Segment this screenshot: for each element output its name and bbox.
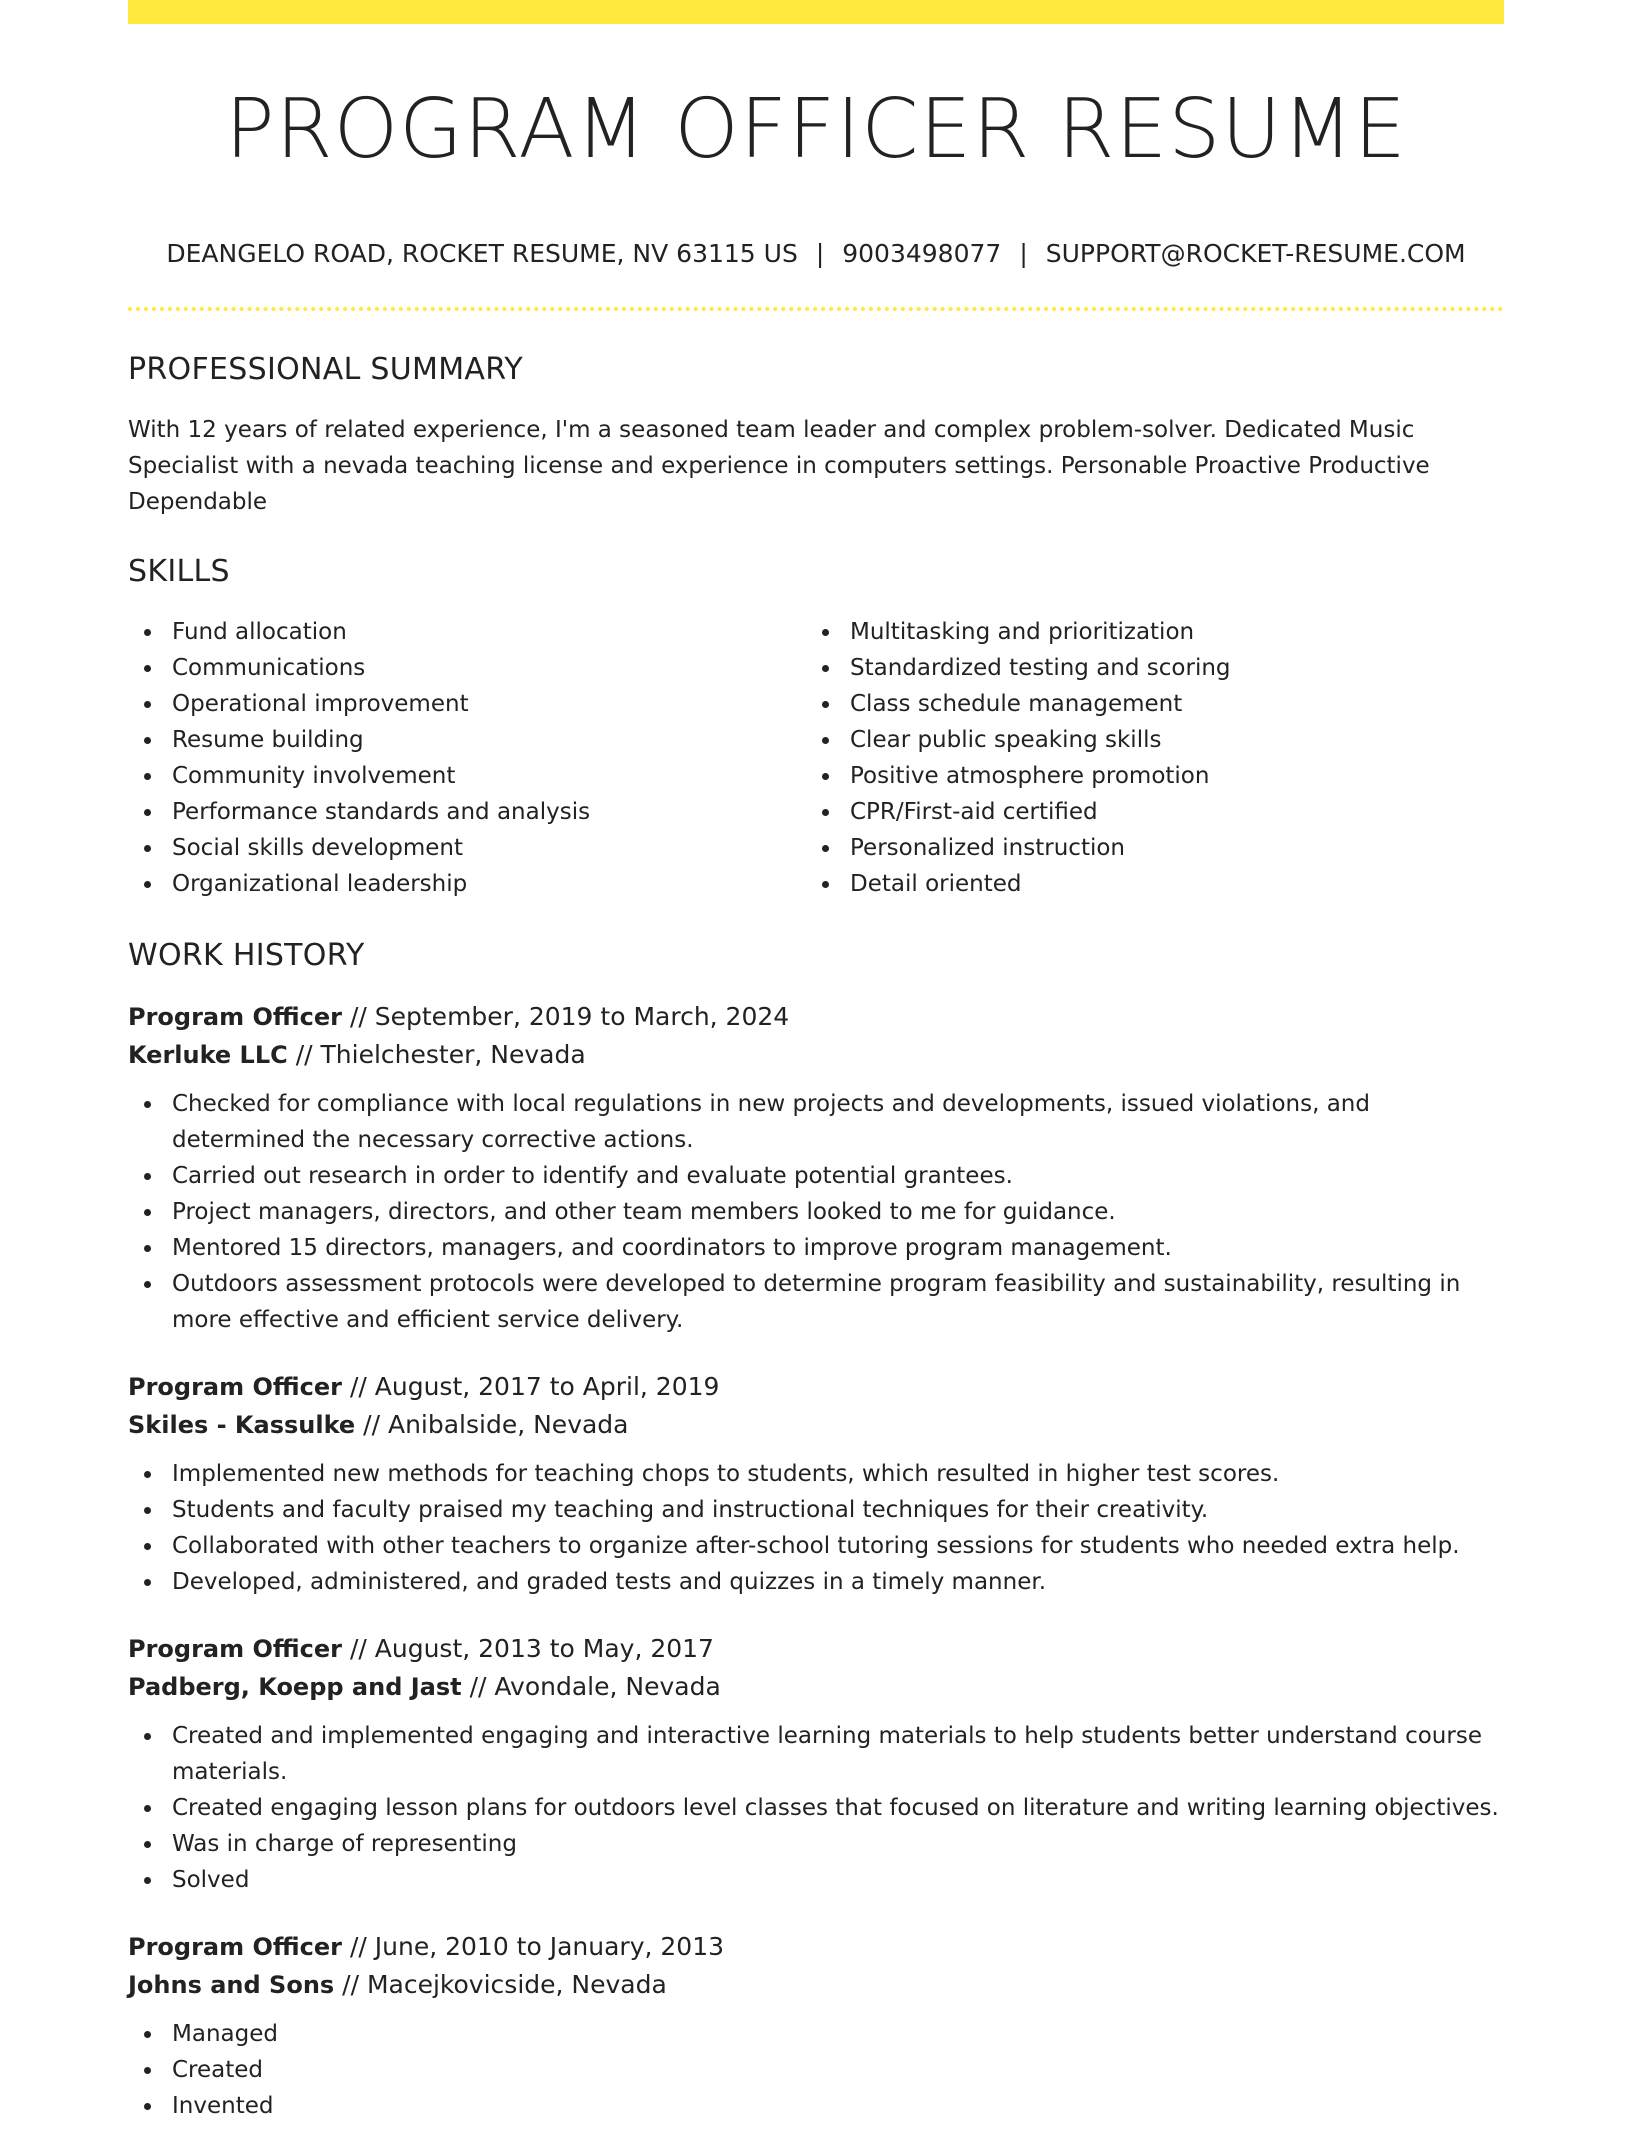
job-bullet: Carried out research in order to identify and evaluate potential grantees. <box>128 1158 1504 1194</box>
job-bullets <box>128 1718 1504 1898</box>
separator: // <box>342 1970 360 1999</box>
summary-heading: PROFESSIONAL SUMMARY <box>128 352 524 387</box>
work-history-section <box>128 936 1504 2124</box>
job-company-line <box>128 1036 1504 1074</box>
separator: // <box>349 1372 367 1401</box>
skill-item: Multitasking and prioritization <box>806 614 1504 650</box>
skill-item: Detail oriented <box>806 866 1504 902</box>
skill-item: Communications <box>128 650 806 686</box>
job-dates: August, 2013 to May, 2017 <box>374 1634 714 1663</box>
job-location: Macejkovicside, Nevada <box>366 1970 667 1999</box>
skills-heading: SKILLS <box>128 554 230 589</box>
contact-phone: 9003498077 <box>842 239 1002 268</box>
contact-email: SUPPORT@ROCKET-RESUME.COM <box>1045 239 1466 268</box>
job-title-line <box>128 1928 1504 1966</box>
skill-item: Personalized instruction <box>806 830 1504 866</box>
job-company: Skiles - Kassulke <box>128 1411 356 1439</box>
contact-address: DEANGELO ROAD, ROCKET RESUME, NV 63115 US <box>166 239 798 268</box>
job-location: Anibalside, Nevada <box>387 1410 629 1439</box>
job-company-line <box>128 1966 1504 2004</box>
job-bullet: Solved <box>128 1862 1504 1898</box>
skill-item: Organizational leadership <box>128 866 806 902</box>
separator: // <box>349 1634 367 1663</box>
skill-item: Resume building <box>128 722 806 758</box>
job-title: Program Officer <box>128 1003 342 1031</box>
job-bullets <box>128 1086 1504 1338</box>
skill-item: Social skills development <box>128 830 806 866</box>
job-title: Program Officer <box>128 1933 342 1961</box>
dotted-divider <box>128 307 1504 311</box>
job-title: Program Officer <box>128 1373 342 1401</box>
job-bullet: Invented <box>128 2088 1504 2124</box>
job-entry <box>128 1368 1504 1600</box>
skills-columns <box>128 614 1504 902</box>
contact-separator: | <box>815 239 825 268</box>
job-entry <box>128 1630 1504 1898</box>
job-bullet: Students and faculty praised my teaching and instructional techniques for their creativity. <box>128 1492 1504 1528</box>
contact-separator: | <box>1019 239 1028 268</box>
resume-content <box>128 350 1504 2154</box>
job-bullet: Created <box>128 2052 1504 2088</box>
separator: // <box>295 1040 313 1069</box>
job-title-line <box>128 998 1504 1036</box>
skill-item: Fund allocation <box>128 614 806 650</box>
skill-item: Performance standards and analysis <box>128 794 806 830</box>
job-bullet: Mentored 15 directors, managers, and coordinators to improve program management. <box>128 1230 1504 1266</box>
separator: // <box>363 1410 381 1439</box>
separator: // <box>349 1002 367 1031</box>
job-bullet: Collaborated with other teachers to organize after-school tutoring sessions for students who needed extra help. <box>128 1528 1504 1564</box>
job-company: Johns and Sons <box>128 1971 335 1999</box>
skills-section <box>128 552 1504 902</box>
job-bullets <box>128 2016 1504 2124</box>
job-bullets <box>128 1456 1504 1600</box>
job-entry <box>128 1928 1504 2124</box>
job-dates: June, 2010 to January, 2013 <box>374 1932 725 1961</box>
separator: // <box>469 1672 487 1701</box>
accent-bar <box>128 0 1504 24</box>
job-title-line <box>128 1630 1504 1668</box>
skill-item: Community involvement <box>128 758 806 794</box>
work-history-heading: WORK HISTORY <box>128 938 365 973</box>
job-company: Kerluke LLC <box>128 1041 288 1069</box>
job-bullet: Managed <box>128 2016 1504 2052</box>
skill-item: Operational improvement <box>128 686 806 722</box>
job-bullet: Created engaging lesson plans for outdoors level classes that focused on literature and writing learning objectives. <box>128 1790 1504 1826</box>
summary-section <box>128 350 1504 520</box>
skills-list-left <box>128 614 806 902</box>
job-bullet: Developed, administered, and graded tests and quizzes in a timely manner. <box>128 1564 1504 1600</box>
job-dates: September, 2019 to March, 2024 <box>374 1002 790 1031</box>
job-bullet: Was in charge of representing <box>128 1826 1504 1862</box>
job-bullet: Created and implemented engaging and interactive learning materials to help students better understand course materials. <box>128 1718 1504 1790</box>
contact-line <box>128 236 1504 272</box>
job-location: Thielchester, Nevada <box>320 1040 586 1069</box>
job-company-line <box>128 1668 1504 1706</box>
page-title: PROGRAM OFFICER RESUME <box>225 82 1407 177</box>
separator: // <box>349 1932 367 1961</box>
summary-text: With 12 years of related experience, I'm a seasoned team leader and complex problem-solver. Dedicated Music Specialist with a nevada teaching license and experience in computers settings. Personable Proactive Productive Dependable <box>128 417 1430 515</box>
skill-item: Positive atmosphere promotion <box>806 758 1504 794</box>
job-entry <box>128 998 1504 1338</box>
job-title: Program Officer <box>128 1635 342 1663</box>
job-bullet: Project managers, directors, and other team members looked to me for guidance. <box>128 1194 1504 1230</box>
skill-item: Clear public speaking skills <box>806 722 1504 758</box>
job-title-line <box>128 1368 1504 1406</box>
job-bullet: Implemented new methods for teaching chops to students, which resulted in higher test scores. <box>128 1456 1504 1492</box>
skills-list-right <box>806 614 1504 902</box>
job-dates: August, 2017 to April, 2019 <box>374 1372 720 1401</box>
job-company-line <box>128 1406 1504 1444</box>
job-location: Avondale, Nevada <box>494 1672 721 1701</box>
skill-item: Class schedule management <box>806 686 1504 722</box>
skill-item: Standardized testing and scoring <box>806 650 1504 686</box>
skill-item: CPR/First-aid certified <box>806 794 1504 830</box>
job-bullet: Checked for compliance with local regulations in new projects and developments, issued violations, and determined the necessary corrective actions. <box>128 1086 1504 1158</box>
job-company: Padberg, Koepp and Jast <box>128 1673 462 1701</box>
job-bullet: Outdoors assessment protocols were developed to determine program feasibility and sustainability, resulting in more effective and efficient service delivery. <box>128 1266 1504 1338</box>
